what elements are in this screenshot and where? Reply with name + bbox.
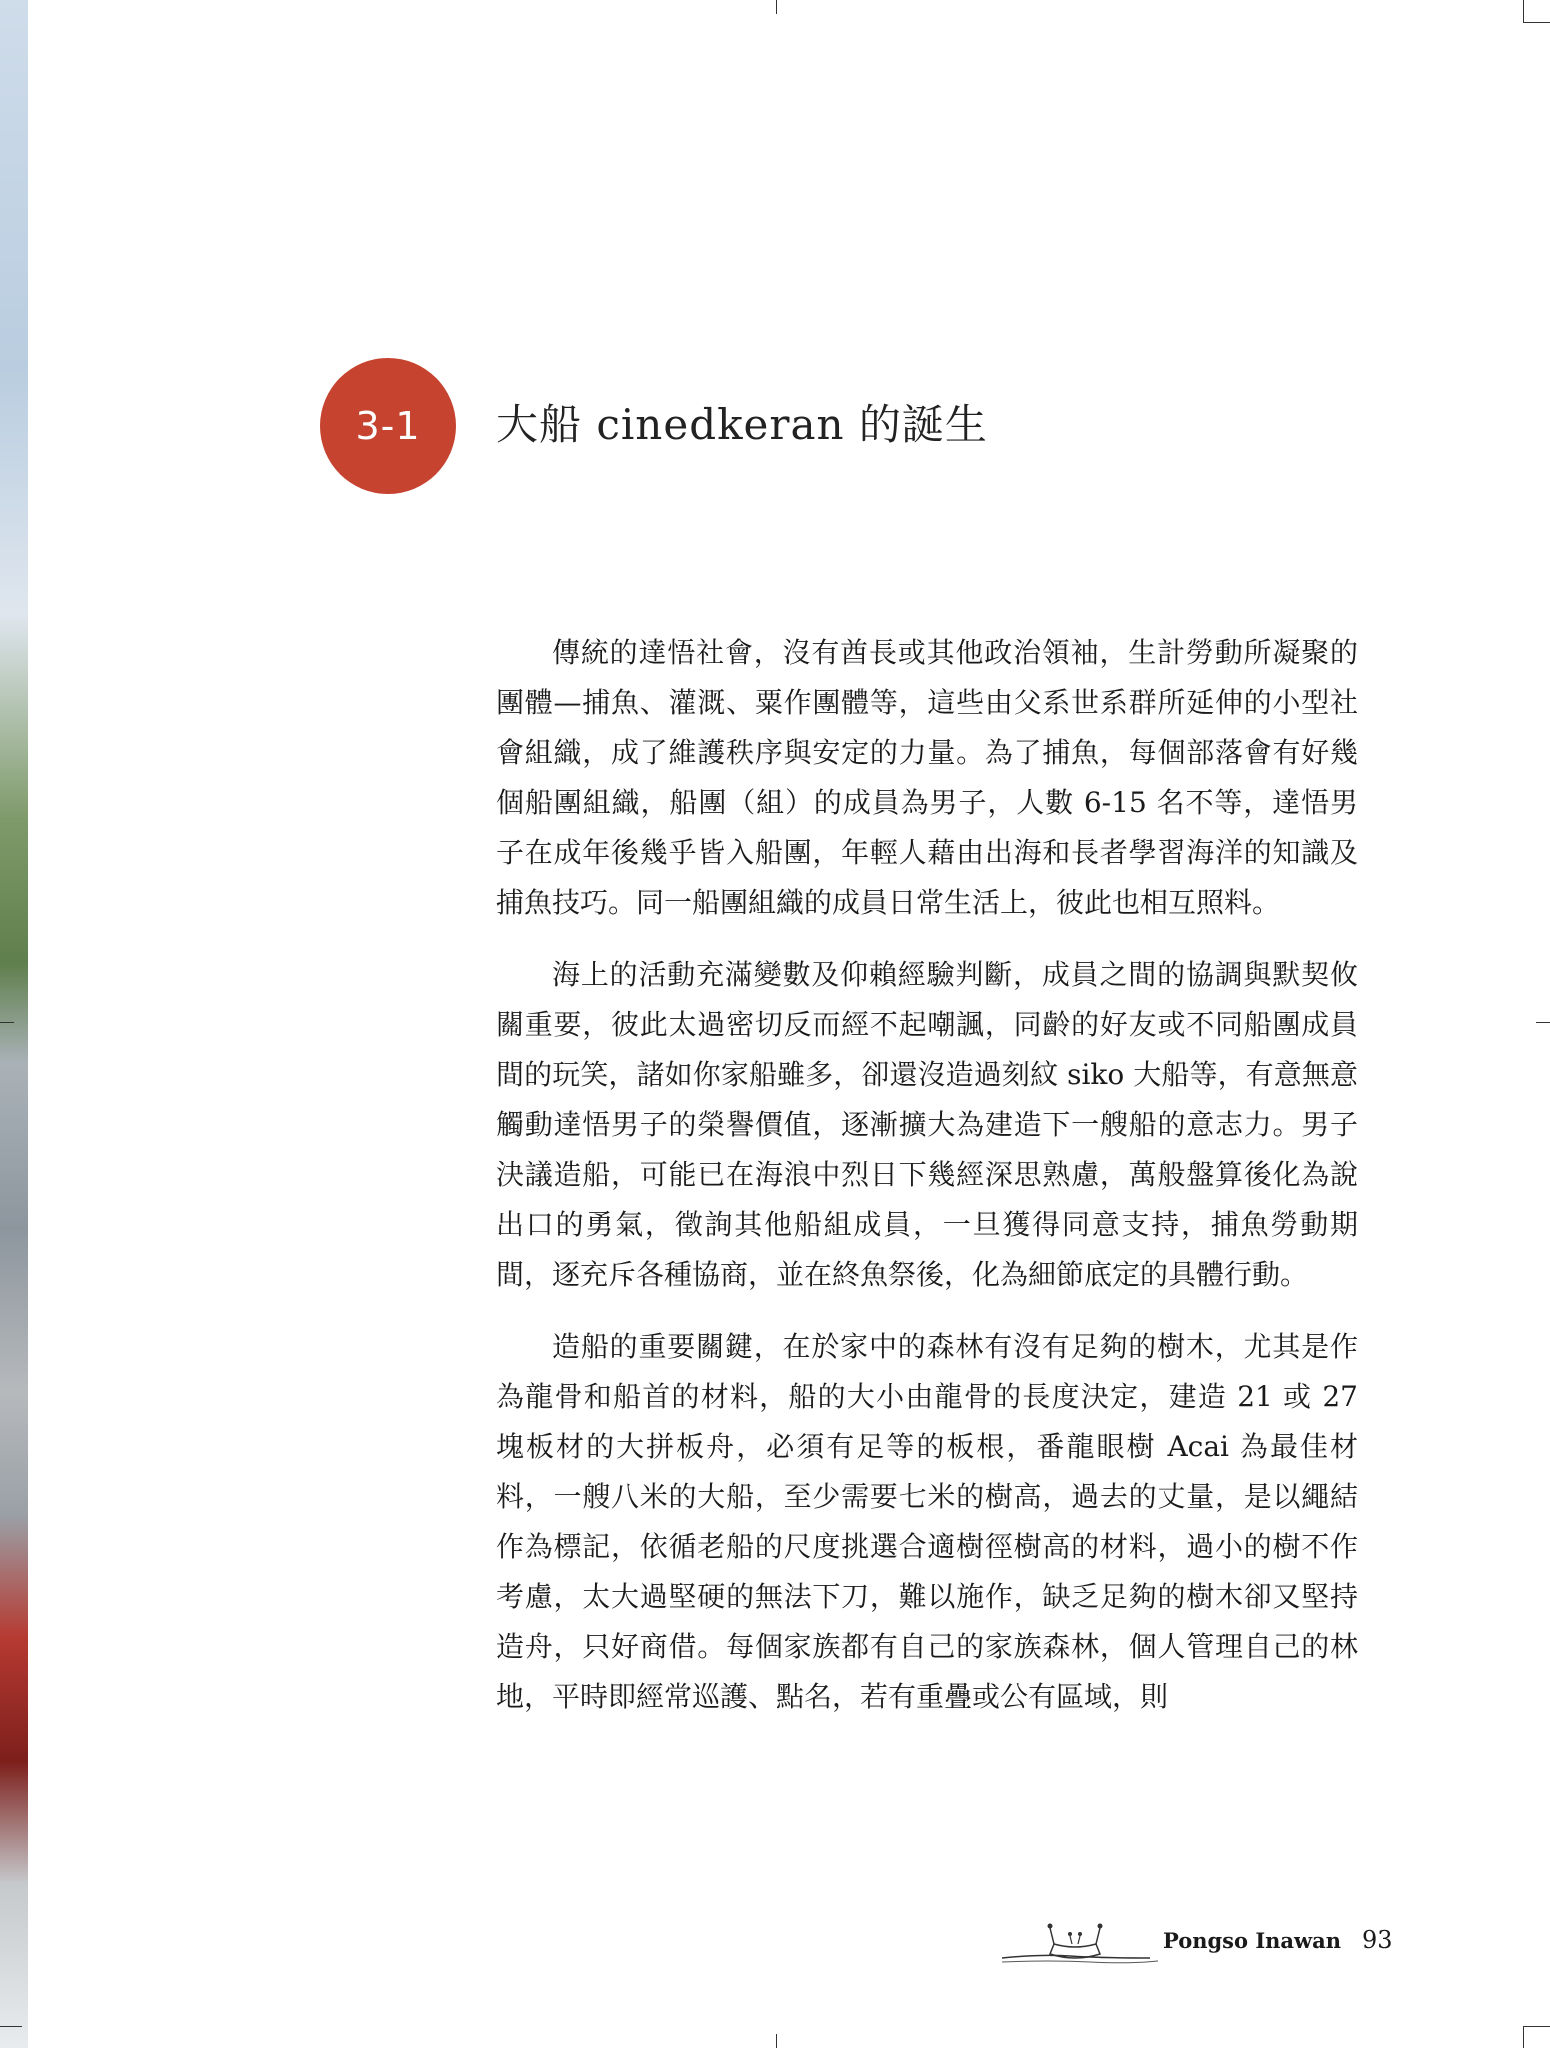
paragraph: 造船的重要關鍵，在於家中的森林有沒有足夠的樹木，尤其是作為龍骨和船首的材料，船的大小由龍骨的長度決定，建造 21 或 27 塊板材的大拼板舟，必須有足等的板根，番龍眼樹 Acai 為最佳材料，一艘八米的大船，至少需要七米的樹高，過去的丈量，是以繩結作為標記，依循老船的尺度挑選合適樹徑樹高的材料，過小的樹不作考慮，太大過堅硬的無法下刀，難以施作，缺乏足夠的樹木卻又堅持造舟，只好商借。每個家族都有自己的家族森林，個人管理自己的林地，平時即經常巡護、點名，若有重疊或公有區域，則: [496, 1330, 1358, 1713]
paragraph: 海上的活動充滿變數及仰賴經驗判斷，成員之間的協調與默契攸關重要，彼此太過密切反而經不起嘲諷，同齡的好友或不同船團成員間的玩笑，諸如你家船雖多，卻還沒造過刻紋 siko 大船等，有意無意觸動達悟男子的榮譽價值，逐漸擴大為建造下一艘船的意志力。男子決議造船，可能已在海浪中烈日下幾經深思熟慮，萬般盤算後化為說出口的勇氣，徵詢其他船組成員，一旦獲得同意支持，捕魚勞動期間，逐充斥各種協商，並在終魚祭後，化為細節底定的具體行動。: [496, 958, 1358, 1291]
section-number-badge: 3-1: [320, 358, 456, 494]
body-text: [496, 628, 1358, 1744]
crop-mark: [776, 2034, 777, 2048]
page-number: 93: [1362, 1926, 1393, 1954]
adjacent-photo-strip: [0, 0, 28, 2048]
crop-mark: [1523, 22, 1550, 23]
boat-icon: [1000, 1914, 1160, 1970]
paragraph: 傳統的達悟社會，沒有酋長或其他政治領袖，生計勞動所凝聚的團體—捕魚、灌溉、粟作團體等，這些由父系世系群所延伸的小型社會組織，成了維護秩序與安定的力量。為了捕魚，每個部落會有好幾個船團組織，船團（組）的成員為男子，人數 6-15 名不等，達悟男子在成年後幾乎皆入船團，年輕人藉由出海和長者學習海洋的知識及捕魚技巧。同一船團組織的成員日常生活上，彼此也相互照料。: [496, 636, 1358, 919]
crop-mark: [776, 0, 777, 14]
crop-mark: [0, 1022, 14, 1023]
crop-mark: [0, 2026, 22, 2027]
crop-mark: [1523, 0, 1524, 22]
section-title: 大船 cinedkeran 的誕生: [496, 400, 988, 449]
crop-mark: [1523, 2026, 1550, 2027]
page-footer: [1000, 1908, 1420, 1978]
book-title: Pongso Inawan: [1163, 1928, 1341, 1953]
crop-mark: [1536, 1022, 1550, 1023]
crop-mark: [1523, 2026, 1524, 2048]
